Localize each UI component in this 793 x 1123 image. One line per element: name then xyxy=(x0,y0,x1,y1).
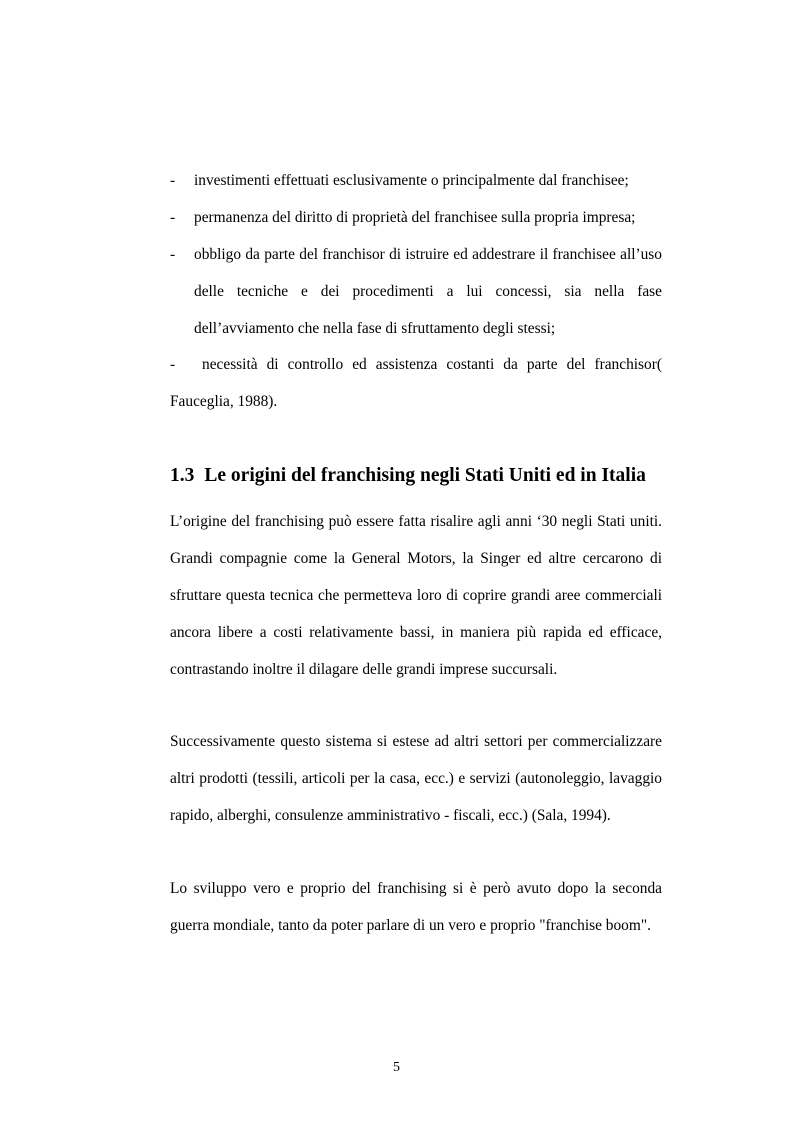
list-item-text: necessità di controllo ed assistenza costanti da parte del franchisor( Fauceglia, 1988). xyxy=(170,356,662,410)
list-item-text: investimenti effettuati esclusivamente o principalmente dal franchisee; xyxy=(194,172,629,189)
section-number: 1.3 xyxy=(170,465,195,486)
list-item xyxy=(170,346,662,420)
list-item xyxy=(170,199,662,236)
list-item xyxy=(170,162,662,199)
list-item-text: obbligo da parte del franchisor di istruire ed addestrare il franchisee all’uso delle tecniche e dei procedimenti a lui concessi, sia nella fase dell’avviamento che nella fase di sfruttamento degli stessi; xyxy=(194,246,662,337)
list-item xyxy=(170,236,662,347)
list-dash: - xyxy=(170,356,176,373)
list-dash: - xyxy=(170,172,176,189)
paragraph: L’origine del franchising può essere fatta risalire agli anni ‘30 negli Stati uniti. Grandi compagnie come la General Motors, la Singer ed altre cercarono di sfruttare questa tecnica che permetteva loro di coprire grandi aree commerciali ancora libere a costi relativamente bassi, in maniera più rapida ed efficace, contrastando inoltre il dilagare delle grandi imprese succursali. xyxy=(170,513,662,678)
section-title: Le origini del franchising negli Stati Uniti ed in Italia xyxy=(204,465,646,486)
list-dash: - xyxy=(170,209,176,226)
page-number: 5 xyxy=(393,1060,400,1075)
paragraph: Successivamente questo sistema si estese ad altri settori per commercializzare altri prodotti (tessili, articoli per la casa, ecc.) e servizi (autonoleggio, lavaggio rapido, alberghi, consulenze amministrativo - fiscali, ecc.) (Sala, 1994). xyxy=(170,733,662,824)
section-heading xyxy=(170,461,690,491)
list-item-text: permanenza del diritto di proprietà del franchisee sulla propria impresa; xyxy=(194,209,636,226)
paragraph: Lo sviluppo vero e proprio del franchising si è però avuto dopo la seconda guerra mondiale, tanto da poter parlare di un vero e proprio "franchise boom". xyxy=(170,880,662,934)
list-dash: - xyxy=(170,246,176,263)
